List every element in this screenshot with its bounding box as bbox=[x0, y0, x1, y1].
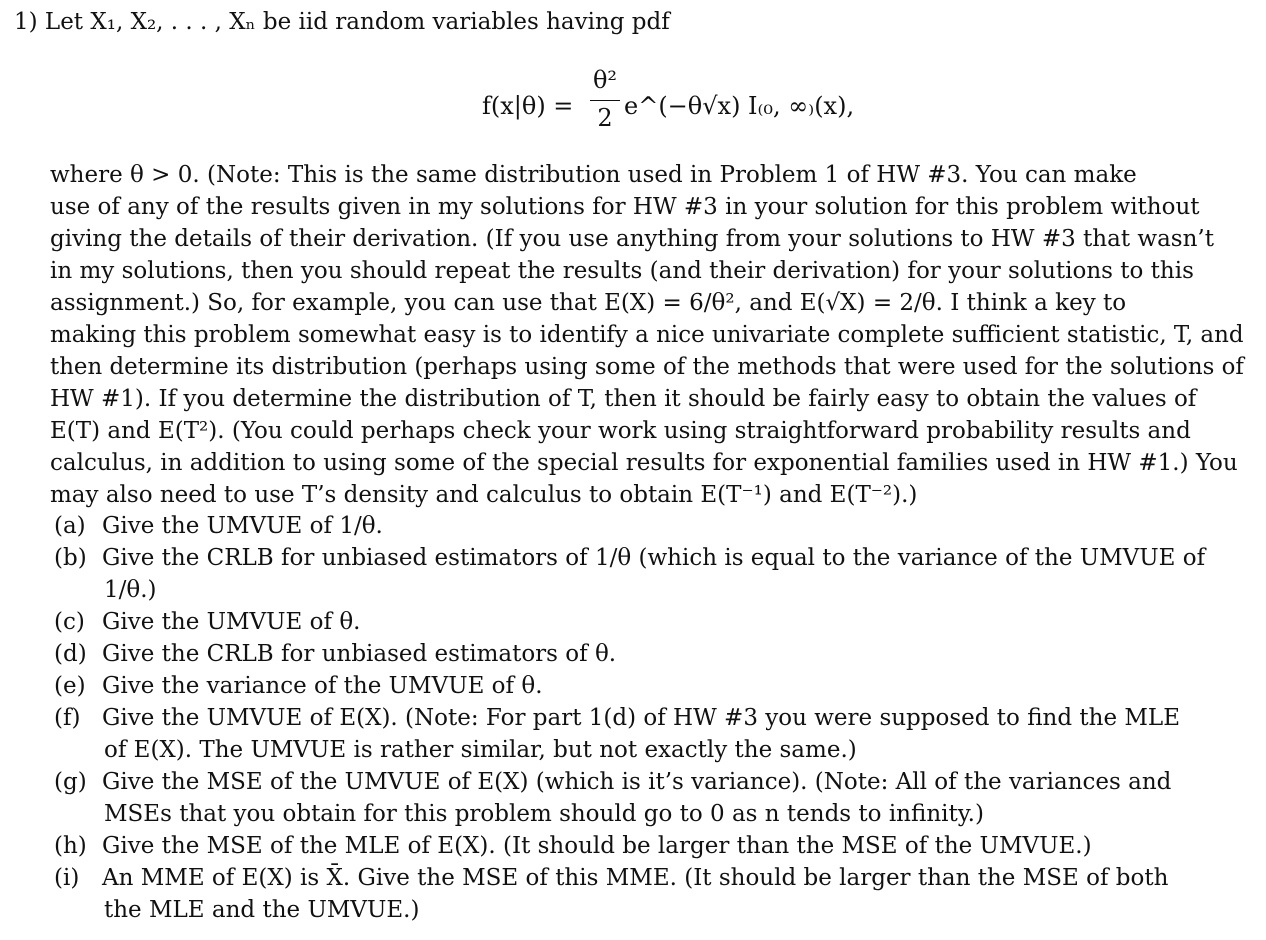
equation-numerator: θ² bbox=[592, 66, 618, 94]
part-e bbox=[54, 671, 543, 701]
paragraph-line: assignment.) So, for example, you can use that E(X) = 6/θ², and E(√X) = 2/θ. I think a key to bbox=[50, 290, 1127, 316]
part-text: Give the CRLB for unbiased estimators of θ. bbox=[102, 641, 617, 667]
paragraph-line: in my solutions, then you should repeat the results (and their derivation) for your solutions to this bbox=[50, 258, 1194, 284]
part-text: An MME of E(X) is X̄. Give the MSE of this MME. (It should be larger than the MSE of both bbox=[102, 865, 1169, 891]
part-d bbox=[54, 639, 616, 669]
part-text: Give the CRLB for unbiased estimators of 1/θ (which is equal to the variance of the UMVUE of bbox=[102, 545, 1206, 571]
paragraph-line: HW #1). If you determine the distribution of T, then it should be fairly easy to obtain the values of bbox=[50, 386, 1197, 412]
part-marker: (g) bbox=[54, 769, 87, 795]
part-text: Give the UMVUE of 1/θ. bbox=[102, 513, 383, 539]
equation-rest: e^(−θ√x) I₍₀, ∞₎(x), bbox=[624, 92, 855, 120]
part-f bbox=[54, 703, 1180, 733]
part-text: Give the MSE of the UMVUE of E(X) (which is it’s variance). (Note: All of the variances and bbox=[102, 769, 1172, 795]
paragraph-line: may also need to use T’s density and calculus to obtain E(T⁻¹) and E(T⁻²).) bbox=[50, 482, 918, 508]
paragraph-line: E(T) and E(T²). (You could perhaps check your work using straightforward probability results and bbox=[50, 418, 1191, 444]
paragraph-line: making this problem somewhat easy is to identify a nice univariate complete sufficient statistic, T, and bbox=[50, 322, 1244, 348]
part-c bbox=[54, 607, 360, 637]
part-marker: (a) bbox=[54, 513, 86, 539]
fraction-bar bbox=[590, 100, 620, 101]
part-text: Give the MSE of the MLE of E(X). (It should be larger than the MSE of the UMVUE.) bbox=[102, 833, 1092, 859]
part-marker: (i) bbox=[54, 865, 80, 891]
part-h bbox=[54, 831, 1092, 861]
part-text: Give the variance of the UMVUE of θ. bbox=[102, 673, 543, 699]
part-b bbox=[54, 543, 1205, 573]
problem-header: 1) Let X₁, X₂, . . . , Xₙ be iid random variables having pdf bbox=[14, 9, 670, 35]
part-f-continuation: of E(X). The UMVUE is rather similar, but not exactly the same.) bbox=[104, 737, 857, 763]
paragraph-line: giving the details of their derivation. (If you use anything from your solutions to HW #3 that wasn’t bbox=[50, 226, 1214, 252]
equation-denominator: 2 bbox=[597, 104, 613, 132]
part-marker: (c) bbox=[54, 609, 85, 635]
part-i-continuation: the MLE and the UMVUE.) bbox=[104, 897, 420, 923]
part-marker: (b) bbox=[54, 545, 87, 571]
part-marker: (d) bbox=[54, 641, 87, 667]
equation-lhs: f(x|θ) = bbox=[482, 92, 574, 120]
paragraph-line: calculus, in addition to using some of the special results for exponential families used in HW #1.) You bbox=[50, 450, 1238, 476]
part-g-continuation: MSEs that you obtain for this problem should go to 0 as n tends to infinity.) bbox=[104, 801, 984, 827]
part-marker: (e) bbox=[54, 673, 86, 699]
paragraph-line: then determine its distribution (perhaps using some of the methods that were used for the solutions of bbox=[50, 354, 1244, 380]
paragraph-line: use of any of the results given in my solutions for HW #3 in your solution for this problem without bbox=[50, 194, 1200, 220]
part-g bbox=[54, 767, 1171, 797]
part-marker: (f) bbox=[54, 705, 81, 731]
part-text: Give the UMVUE of θ. bbox=[102, 609, 361, 635]
part-marker: (h) bbox=[54, 833, 87, 859]
part-a bbox=[54, 511, 383, 541]
paragraph-line: where θ > 0. (Note: This is the same distribution used in Problem 1 of HW #3. You can make bbox=[50, 162, 1137, 188]
part-b-continuation: 1/θ.) bbox=[104, 577, 157, 603]
part-i bbox=[54, 863, 1168, 893]
part-text: Give the UMVUE of E(X). (Note: For part 1(d) of HW #3 you were supposed to find the MLE bbox=[102, 705, 1180, 731]
